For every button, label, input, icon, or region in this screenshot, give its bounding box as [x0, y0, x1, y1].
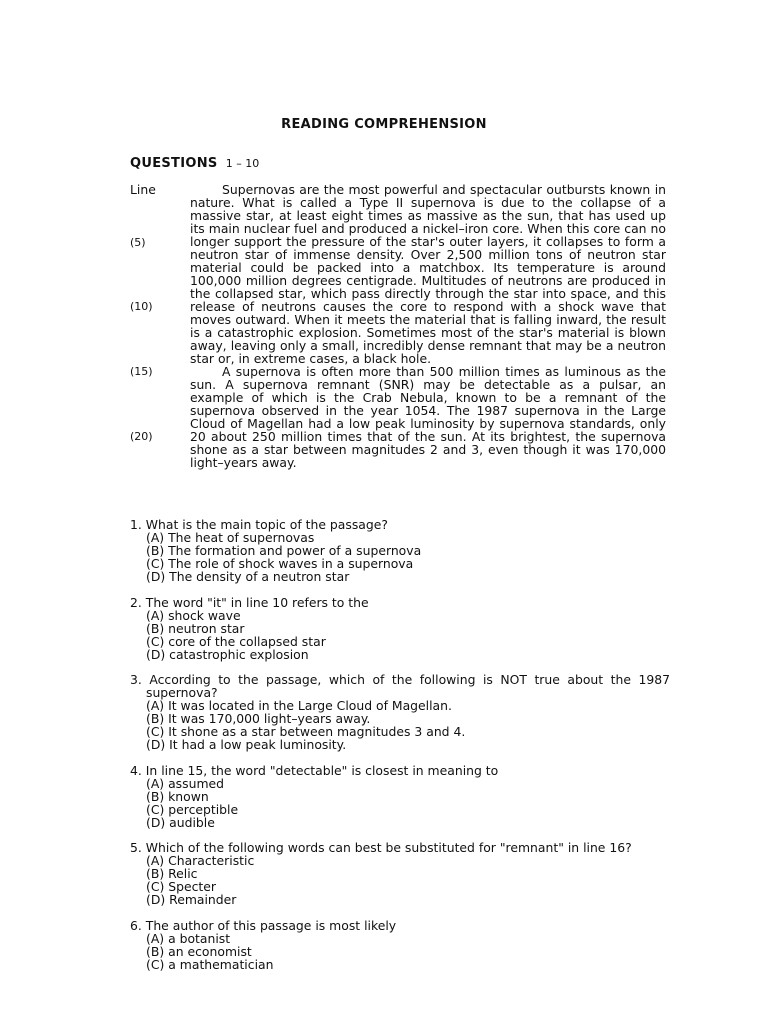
- page-title: READING COMPREHENSION: [281, 117, 487, 132]
- question-stem: 1. What is the main topic of the passage?: [130, 517, 388, 532]
- answer-option-b: (B) an economist: [146, 943, 252, 959]
- question-4: [130, 764, 670, 829]
- answer-option-b: (B) The formation and power of a supernova: [146, 543, 422, 558]
- question-6: [130, 919, 670, 971]
- passage-paragraph-1: Supernovas are the most powerful and spectacular outbursts known in nature. What is called a Type II supernova is due to the collapse of a massive star, at least eight times as massive as the sun, that has used up its main nuclear fuel and produced a nickel–iron core. When this core can no longer support the pressure of the star's outer layers, it collapses to form a neutron star of immense density. Over 2,500 million tons of neutron star material could be packed into a matchbox. Its temperature is around 100,000 million degrees centigrade. Multitudes of neutrons are produced in the collapsed star, which pass directly through the star into space, and this release of neutrons causes the core to respond with a shock wave that moves outward. When it meets the material that is falling inward, the result is a catastrophic explosion. Sometimes most of the star's material is blown away, leaving only a small, incredibly dense remnant that may be a neutron star or, in extreme cases, a black hole.: [190, 182, 666, 366]
- answer-option-c: (C) The role of shock waves in a supernova: [146, 556, 414, 571]
- line-marker-10: (10): [130, 300, 153, 313]
- answer-option-c: (C) Specter: [146, 879, 216, 894]
- answer-option-c: (C) core of the collapsed star: [146, 633, 326, 649]
- answer-option-d: (D) The density of a neutron star: [146, 569, 350, 584]
- answer-option-a: (A) Characteristic: [146, 853, 255, 868]
- answer-option-a: (A) The heat of supernovas: [146, 530, 315, 545]
- question-1: [130, 518, 670, 583]
- line-marker-5: (5): [130, 236, 146, 249]
- answer-option-d: (D) catastrophic explosion: [146, 646, 309, 662]
- passage: [190, 183, 666, 469]
- answer-option-a: (A) shock wave: [146, 607, 241, 623]
- answer-option-c: (C) a mathematician: [146, 956, 274, 972]
- question-stem: 4. In line 15, the word "detectable" is closest in meaning to: [130, 762, 499, 778]
- line-marker-15: (15): [130, 365, 153, 378]
- question-stem: 6. The author of this passage is most likely: [130, 917, 397, 933]
- answer-option-a: (A) assumed: [146, 775, 224, 791]
- question-2: [130, 596, 670, 661]
- questions-heading-label: QUESTIONS: [130, 156, 218, 171]
- question-3: [130, 673, 670, 751]
- answer-option-a: (A) a botanist: [146, 930, 231, 946]
- answer-option-d: (D) audible: [146, 814, 215, 830]
- answer-option-b: (B) known: [146, 788, 209, 804]
- question-list: [130, 518, 670, 983]
- line-label: Line: [130, 182, 156, 197]
- question-stem: 5. Which of the following words can best be substituted for "remnant" in line 16?: [130, 840, 632, 855]
- passage-paragraph-2: A supernova is often more than 500 million times as luminous as the sun. A supernova remnant (SNR) may be detectable as a pulsar, an example of which is the Crab Nebula, known to be a remnant of the supernova observed in the year 1054. The 1987 supernova in the Large Cloud of Magellan had a low peak luminosity by supernova standards, only 20 about 250 million times that of the sun. At its brightest, the supernova shone as a star between magnitudes 2 and 3, even though it was 170,000 light–years away.: [190, 364, 666, 470]
- line-marker-20: (20): [130, 430, 153, 443]
- questions-range: 1 – 10: [225, 157, 260, 170]
- answer-option-d: (D) It had a low peak luminosity.: [146, 737, 347, 752]
- answer-option-c: (C) perceptible: [146, 801, 239, 817]
- answer-option-c: (C) It shone as a star between magnitudes 3 and 4.: [146, 724, 466, 739]
- questions-heading: [130, 156, 259, 171]
- question-stem: 2. The word "it" in line 10 refers to the: [130, 594, 369, 610]
- answer-option-b: (B) neutron star: [146, 620, 245, 636]
- question-5: [130, 841, 670, 906]
- answer-option-b: (B) Relic: [146, 866, 198, 881]
- answer-option-a: (A) It was located in the Large Cloud of Magellan.: [146, 698, 452, 713]
- answer-option-d: (D) Remainder: [146, 892, 237, 907]
- answer-option-b: (B) It was 170,000 light–years away.: [146, 711, 371, 726]
- question-stem: 3. According to the passage, which of the following is NOT true about the 1987 supernova?: [130, 672, 670, 700]
